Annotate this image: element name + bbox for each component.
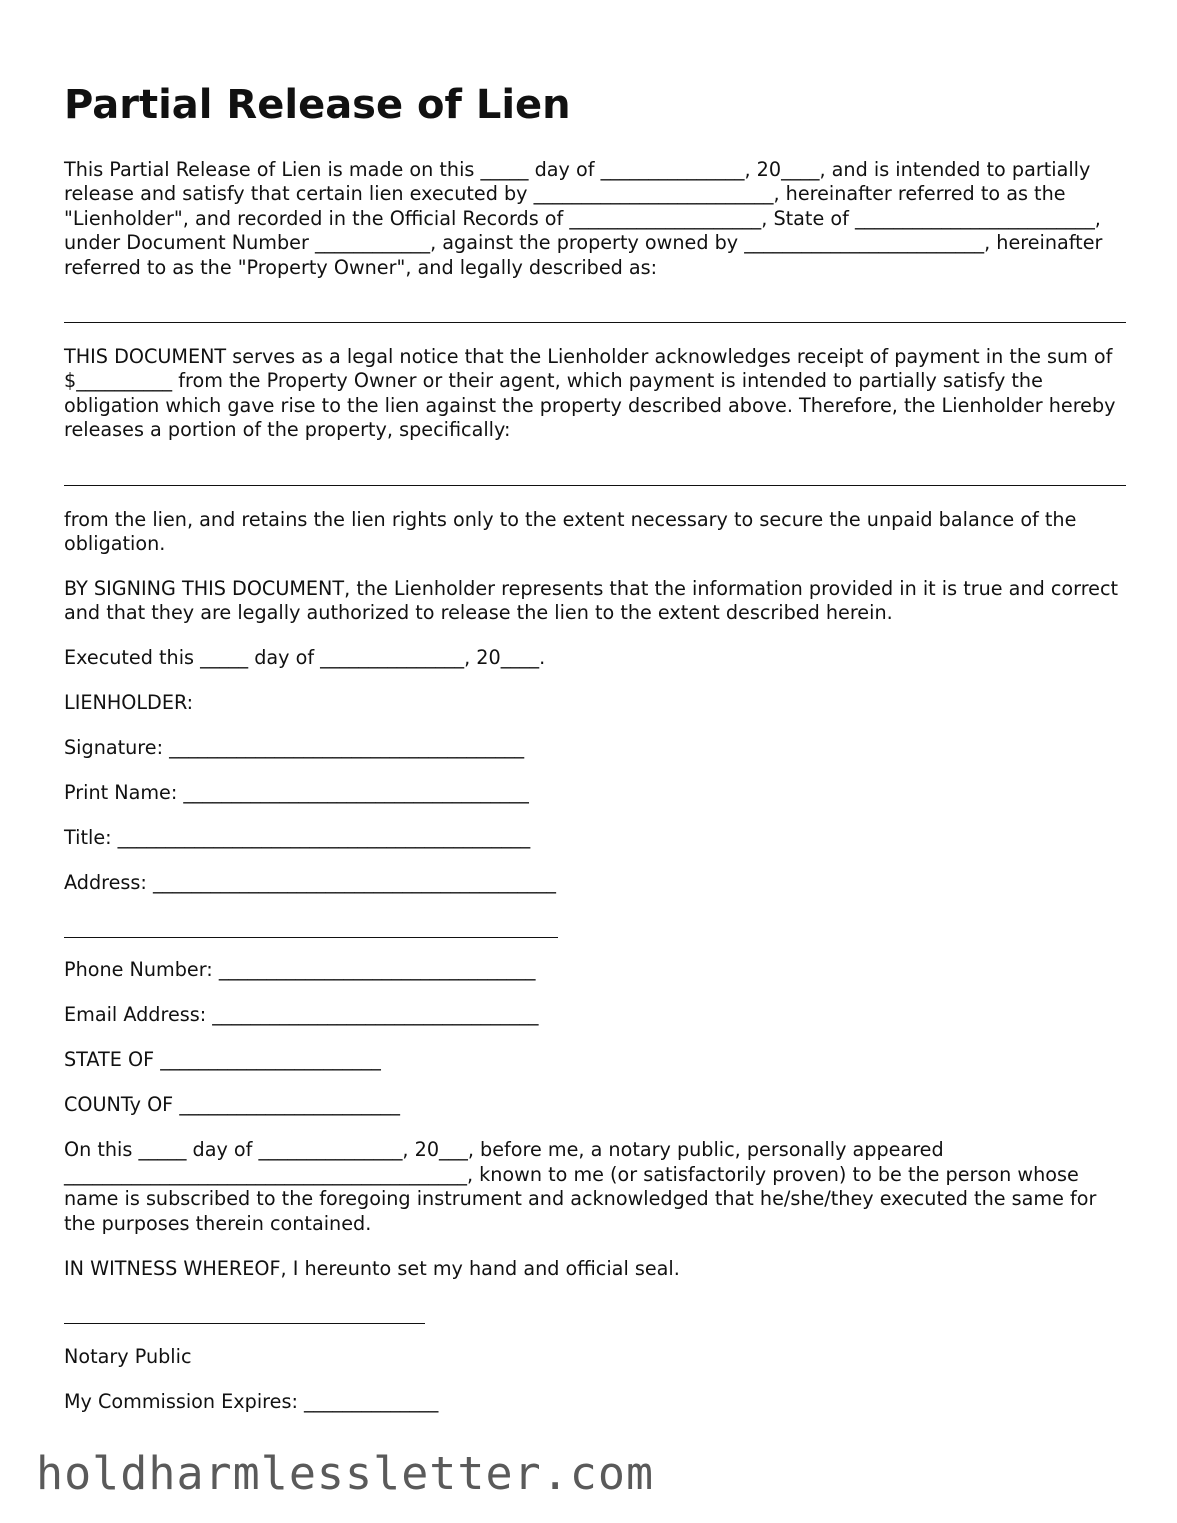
representation-paragraph: BY SIGNING THIS DOCUMENT, the Lienholder represents that the information provided in it is true and correct and that they are legally authorized to release the lien to the extent described herein. [64, 577, 1119, 625]
email-field: Email Address: __________________________________ [64, 1003, 539, 1027]
phone-field: Phone Number: _________________________________ [64, 958, 536, 982]
title-field: Title: ___________________________________________ [64, 826, 531, 850]
print-name-field: Print Name: ____________________________________ [64, 781, 529, 805]
witness-statement: IN WITNESS WHEREOF, I hereunto set my hand and official seal. [64, 1256, 680, 1280]
document-page [64, 78, 1126, 1435]
notice-paragraph: THIS DOCUMENT serves as a legal notice that the Lienholder acknowledges receipt of payment in the sum of $__________ from the Property Owner or their agent, which payment is intended to partially satisfy the obligation which gave rise to the lien against the property described above. Therefore, the Lienholder hereby releases a portion of the property, specifically: [64, 345, 1116, 442]
legal-description-line [64, 322, 1126, 323]
county-field: COUNTy OF _______________________ [64, 1093, 400, 1117]
lienholder-heading: LIENHOLDER: [64, 691, 194, 715]
signature-field: Signature: _____________________________________ [64, 736, 525, 760]
address-field: Address: __________________________________________ [64, 871, 556, 895]
notary-public-label: Notary Public [64, 1345, 192, 1369]
executed-line: Executed this _____ day of _______________, 20____. [64, 646, 546, 670]
released-portion-line [64, 485, 1126, 486]
retains-paragraph: from the lien, and retains the lien rights only to the extent necessary to secure the unpaid balance of the obligation. [64, 507, 1077, 556]
site-watermark: holdharmlessletter.com [36, 1447, 655, 1500]
commission-expires-field: My Commission Expires: ______________ [64, 1390, 439, 1414]
intro-paragraph: This Partial Release of Lien is made on this _____ day of _______________, 20____, and is intended to partially release and satisfy that certain lien executed by _________________________, hereinafter referred to as the "Lienholder", and recorded in the Official Records of ____________________, State of _________________________, under Document Number ____________, against the property owned by _________________________, hereinafter referred to as the "Property Owner", and legally described as: [64, 158, 1103, 279]
state-field: STATE OF _______________________ [64, 1048, 381, 1072]
notary-statement: On this _____ day of _______________, 20___, before me, a notary public, personally appeared __________________________________________, known to me (or satisfactorily proven) to be the person whose name is subscribed to the foregoing instrument and acknowledged that he/she/they executed the same for the purposes therein contained. [64, 1138, 1097, 1235]
document-title: Partial Release of Lien [64, 82, 571, 128]
notary-signature-line [64, 1323, 425, 1324]
